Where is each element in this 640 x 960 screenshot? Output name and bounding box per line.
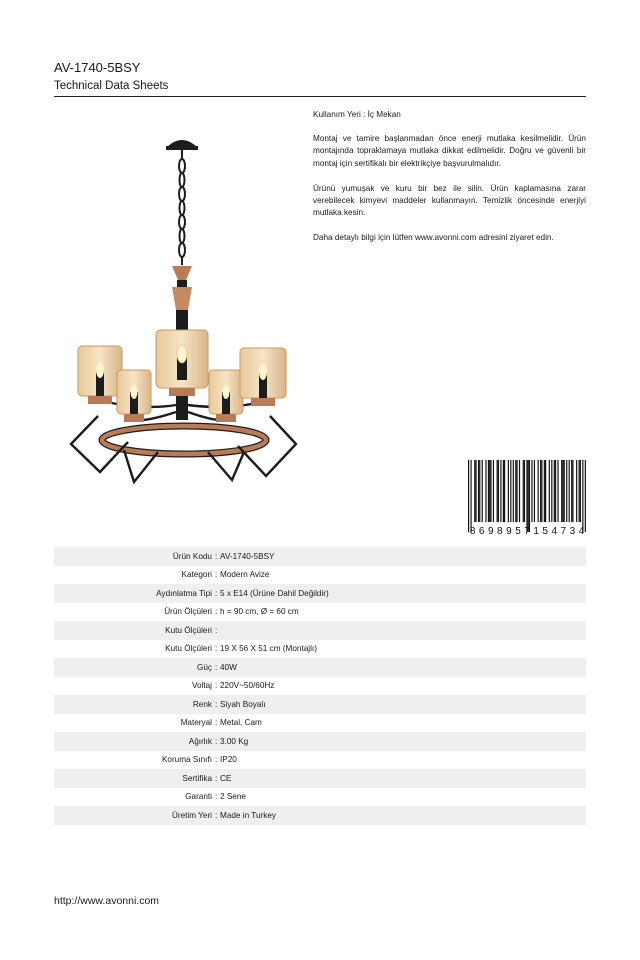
product-code: AV-1740-5BSY (54, 60, 141, 75)
barcode-bar (585, 460, 586, 532)
barcode-digit: 9 (487, 526, 494, 536)
barcode-bar (545, 460, 546, 522)
barcode-bar (555, 460, 556, 522)
spec-row (54, 806, 586, 825)
spec-row (54, 547, 586, 566)
document-subtitle: Technical Data Sheets (54, 80, 169, 92)
barcode-digit: 4 (551, 526, 558, 536)
usage-info (313, 109, 586, 258)
spec-value: AV-1740-5BSY (220, 551, 275, 561)
barcode-bar (519, 460, 520, 522)
barcode-digit: 6 (478, 526, 485, 536)
barcode-bar (544, 460, 545, 522)
barcode-bar (564, 460, 565, 522)
barcode-bar (478, 460, 479, 522)
barcode-digit: 5 (542, 526, 548, 536)
spec-separator: : (215, 699, 218, 709)
spec-row (54, 677, 586, 696)
barcode-digit: 5 (515, 526, 521, 536)
barcode-bar (523, 460, 524, 522)
spec-row (54, 695, 586, 714)
barcode-digit: 4 (578, 526, 585, 536)
barcode-bar (566, 460, 567, 522)
spec-separator: : (215, 588, 218, 598)
header-divider (54, 96, 586, 97)
spec-row (54, 658, 586, 677)
barcode-bar (554, 460, 555, 522)
barcode-digit: 8 (497, 526, 503, 536)
spec-label: Aydınlatma Tipi (156, 588, 212, 598)
spec-label: Renk (192, 699, 212, 709)
barcode-digit: 9 (506, 526, 512, 536)
barcode-bar (534, 460, 535, 522)
barcode-bar (474, 460, 475, 522)
barcode-bar (468, 460, 469, 532)
barcode-bar (498, 460, 499, 522)
spec-label: Kutu Ölçüleri (165, 644, 212, 654)
spec-label: Koruma Sınıfı (161, 755, 212, 765)
spec-label: Ürün Kodu (172, 551, 212, 561)
barcode-bar (540, 460, 541, 522)
spec-separator: : (215, 792, 218, 802)
spec-label: Voltaj (191, 681, 212, 691)
barcode-digit: 7 (524, 526, 530, 536)
barcode-bar (579, 460, 580, 522)
barcode-digit: 1 (533, 526, 539, 536)
barcode-bar (541, 460, 542, 522)
spec-separator: : (215, 662, 218, 672)
barcode-bar (549, 460, 550, 522)
barcode-bar (485, 460, 486, 522)
spec-row (54, 584, 586, 603)
spec-row (54, 640, 586, 659)
barcode-digit: 3 (569, 526, 576, 536)
spec-value: Modern Avize (220, 570, 270, 580)
spec-row (54, 603, 586, 622)
spec-value: 40W (220, 662, 237, 672)
barcode-bar (526, 460, 527, 532)
spec-value: 5 x E14 (Ürüne Dahil Değildir) (220, 588, 329, 598)
spec-value: Siyah Boyalı (220, 699, 266, 709)
barcode-bar (561, 460, 562, 522)
spec-value: 3.00 Kg (220, 736, 249, 746)
spec-value: Made in Turkey (220, 810, 276, 820)
barcode-bar (576, 460, 577, 522)
spec-label: Kategori (181, 570, 212, 580)
barcode-bar (510, 460, 511, 522)
barcode-bar (479, 460, 480, 522)
barcode-bar (531, 460, 532, 522)
spec-separator: : (215, 644, 218, 654)
spec-label: Ürün Ölçüleri (164, 607, 212, 617)
spec-value: 2 Sene (220, 792, 246, 802)
spec-row (54, 714, 586, 733)
spec-label: Garanti (185, 792, 212, 802)
barcode-bar (524, 460, 525, 522)
spec-label: Materyal (180, 718, 212, 728)
spec-separator: : (215, 607, 218, 617)
spec-separator: : (215, 681, 218, 691)
spec-value: Metal, Cam (220, 718, 262, 728)
barcode-bar (562, 460, 563, 522)
spec-separator: : (215, 755, 218, 765)
spec-separator: : (215, 736, 218, 746)
spec-row (54, 751, 586, 770)
spec-row (54, 788, 586, 807)
chandelier-image (66, 130, 302, 490)
barcode-bar (571, 460, 572, 522)
barcode-bar (493, 460, 494, 522)
barcode-bar (516, 460, 517, 522)
barcode-bar (528, 460, 529, 532)
spec-label: Kutu Ölçüleri (165, 625, 212, 635)
footer-url[interactable]: http://www.avonni.com (54, 895, 160, 907)
cleaning-note: Ürünü yumuşak ve kuru bir bez ile silin. Ürün kaplamasına zarar verebilecek kimyevi maddeler kullanmayın. Temizlik öncesinde enerjiyi mutlaka kesin. (313, 183, 586, 218)
barcode-bar (580, 460, 581, 522)
barcode (468, 460, 586, 536)
spec-value: 220V~50/60Hz (220, 681, 275, 691)
spec-separator: : (215, 718, 218, 728)
spec-label: Ağırlık (188, 736, 212, 746)
barcode-bar (475, 460, 476, 522)
barcode-digit: 7 (560, 526, 567, 536)
barcode-bar (497, 460, 498, 522)
barcode-bar (515, 460, 516, 522)
barcode-bar (470, 460, 471, 532)
website-note: Daha detaylı bilgi için lütfen www.avonni.com adresini ziyaret edin. (313, 233, 554, 243)
spec-value: 19 X 56 X 51 cm (Montajlı) (220, 644, 317, 654)
spec-value: h = 90 cm, Ø = 60 cm (220, 607, 299, 617)
barcode-bar (582, 460, 583, 532)
spec-label: Güç (196, 662, 212, 672)
spec-value: CE (220, 773, 232, 783)
barcode-bar (572, 460, 573, 522)
barcode-bar (482, 460, 483, 522)
spec-separator: : (215, 570, 218, 580)
barcode-bar (513, 460, 514, 522)
spec-row (54, 566, 586, 585)
barcode-bar (508, 460, 509, 522)
barcode-bar (490, 460, 491, 522)
barcode-bar (569, 460, 570, 522)
spec-value: IP20 (220, 755, 237, 765)
barcode-bar (504, 460, 505, 522)
spec-separator: : (215, 551, 218, 561)
spec-separator: : (215, 810, 218, 820)
barcode-bar (489, 460, 490, 522)
barcode-bar (500, 460, 501, 522)
barcode-bar (557, 460, 558, 522)
spec-separator: : (215, 773, 218, 783)
usage-location: Kullanım Yeri : İç Mekan (313, 110, 401, 119)
barcode-bar (488, 460, 489, 522)
barcode-digit: 8 (469, 526, 476, 536)
barcode-bar (538, 460, 539, 522)
spec-separator: : (215, 625, 218, 635)
spec-label: Üretim Yeri (171, 810, 212, 820)
spec-table (54, 547, 586, 825)
safety-note: Montaj ve tamire başlanmadan önce enerji mutlaka kesilmelidir. Ürün montajında topraklamaya mutlaka dikkat edilmelidir. Doğru ve güvenli bir montaj için sertifikalı bir elektrikçiye başvurulmalıdır. (313, 134, 586, 168)
barcode-bar (529, 460, 530, 532)
barcode-bar (503, 460, 504, 522)
spec-row (54, 732, 586, 751)
spec-row (54, 621, 586, 640)
spec-label: Sertifika (182, 773, 212, 783)
spec-row (54, 769, 586, 788)
barcode-bar (551, 460, 552, 522)
